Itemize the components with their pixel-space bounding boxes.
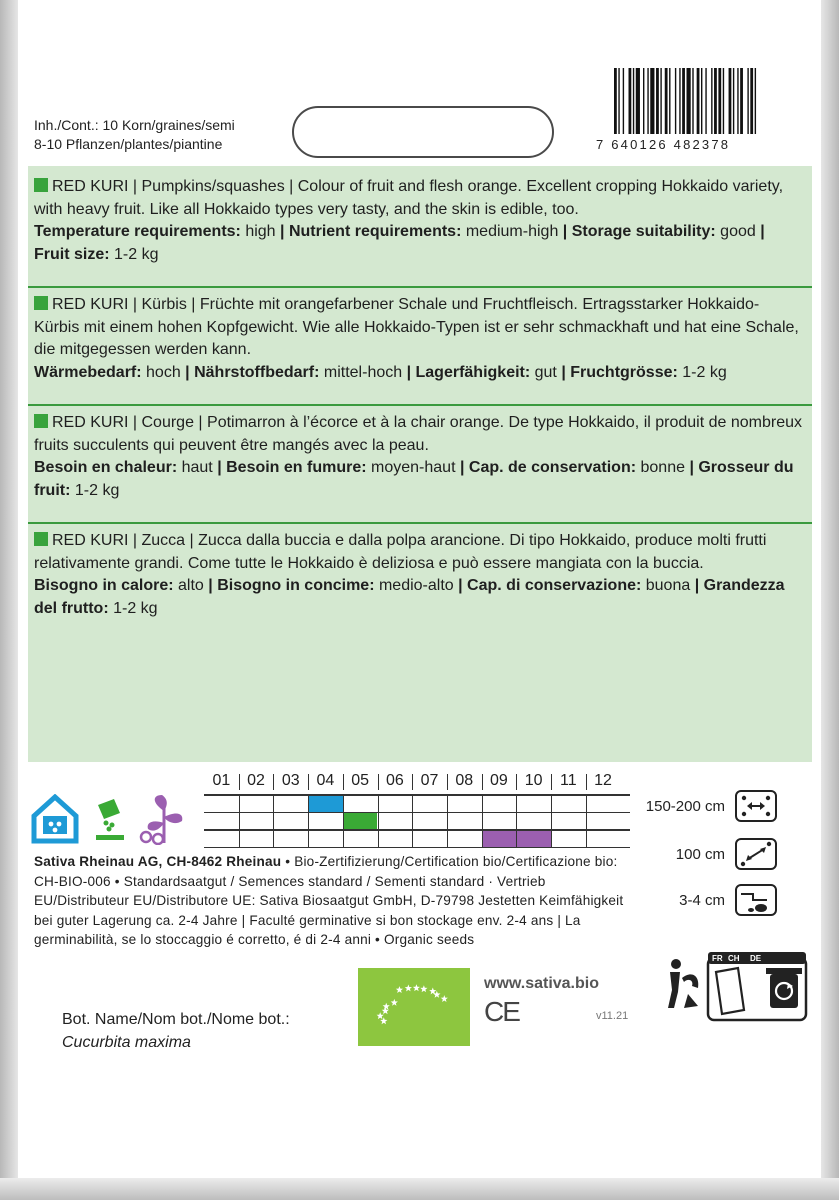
spec-key: | Fruchtgrösse: (561, 363, 678, 381)
hang-hole (292, 106, 554, 158)
month-separator (551, 774, 552, 790)
ce-mark: CE (484, 996, 519, 1027)
spec-value: hoch (141, 363, 186, 381)
spec-value: buona (641, 577, 695, 594)
month-separator (378, 774, 379, 790)
sowing-depth (627, 884, 777, 916)
section-lead (34, 412, 804, 457)
spec-value: 1-2 kg (70, 481, 120, 499)
section-lead (34, 530, 804, 575)
month-label: 04 (316, 772, 335, 789)
spec-value: high (240, 223, 281, 240)
calendar-col-line (378, 794, 379, 847)
recycle-bin-icon (766, 968, 802, 1008)
calendar-col-line (516, 794, 517, 847)
spec-key: | Grandezza del frutto: (34, 577, 785, 617)
spec-key: Bisogno in calore: (34, 577, 174, 594)
month-separator (412, 774, 413, 790)
spec-value: good (715, 223, 761, 240)
month-separator (308, 774, 309, 790)
description-section (34, 530, 804, 620)
calendar-period-greenhouse (309, 795, 343, 812)
month-label: 11 (560, 772, 577, 789)
sowing-icon (92, 797, 128, 841)
contents-info (34, 116, 235, 154)
section-lead (34, 176, 804, 221)
barcode-number: 7 640126 482378 (596, 137, 731, 152)
month-separator (343, 774, 344, 790)
spec-key: | Besoin en fumure: (217, 459, 367, 476)
website-link[interactable]: www.sativa.bio (484, 975, 599, 992)
calendar-row-line (204, 829, 630, 831)
section-lead (34, 294, 804, 362)
month-label: 03 (281, 772, 300, 789)
recycle-tag-fr: FR (712, 954, 723, 963)
description-section (34, 294, 804, 384)
spec-value: medio-alto (374, 577, 459, 594)
calendar-col-line (551, 794, 552, 847)
contents-line-plants: 8-10 Pflanzen/plantes/piantine (34, 136, 223, 152)
section-lead-text: RED KURI | Pumpkins/squashes | Colour of fruit and flesh orange. Excellent cropping Hokkaido variety, with heavy fruit. Like all Hokkaido types very tasty, and the skin is edible, too. (34, 178, 784, 218)
botanical-name (62, 1008, 290, 1054)
row-spacing-label: 150-200 cm (645, 798, 725, 815)
calendar-col-line (412, 794, 413, 847)
packet-edge-right (821, 0, 839, 1200)
section-lead-text: RED KURI | Kürbis | Früchte mit orangefarbener Schale und Fruchtfleisch. Ertragsstarker Hokkaido-Kürbis mit einem hohen Kopfgewicht. Wie alle Hokkaido-Typen ist er sehr schmackhaft und hat eine Schale, die mitgegessen werden kann. (34, 296, 799, 358)
spec-key: | Cap. de conservation: (459, 459, 637, 476)
month-label: 06 (385, 772, 404, 789)
spec-value: alto (173, 577, 209, 594)
calendar-col-line (273, 794, 274, 847)
green-square-icon (34, 296, 48, 310)
month-label: 02 (247, 772, 265, 789)
eu-organic-logo (358, 968, 470, 1046)
spec-value: gut (530, 363, 562, 381)
section-divider (28, 404, 812, 406)
section-specs (34, 221, 804, 266)
description-section (34, 176, 804, 266)
calendar-period-harvest (517, 830, 551, 847)
section-specs (34, 575, 804, 620)
company-certification-text (34, 852, 634, 950)
spec-value: 1-2 kg (109, 245, 159, 263)
packet-outline-icon (716, 968, 744, 1014)
spec-key: Temperature requirements: (34, 223, 241, 240)
spec-key: | Bisogno in concime: (208, 577, 375, 594)
spec-key: | Storage suitability: (562, 223, 716, 240)
spec-key: | Nährstoffbedarf: (185, 363, 320, 381)
calendar-col-line (239, 794, 240, 847)
calendar-col-line (586, 794, 587, 847)
section-divider (28, 286, 812, 288)
packet-edge-left (0, 0, 18, 1200)
month-separator (482, 774, 483, 790)
calendar-col-line (482, 794, 483, 847)
green-square-icon (34, 178, 48, 192)
spec-key: | Nutrient requirements: (280, 223, 462, 240)
recycle-tag-de: DE (750, 954, 762, 963)
section-lead-text: RED KURI | Courge | Potimarron à l’écorce et à la chair orange. De type Hokkaido, il produit de nombreux fruits succulents qui peuvent être mangés avec la peau. (34, 414, 802, 454)
calendar-col-line (308, 794, 309, 847)
month-label: 08 (455, 772, 474, 789)
botanical-name-value: Cucurbita maxima (62, 1034, 191, 1051)
section-specs (34, 362, 804, 385)
month-label: 10 (524, 772, 543, 789)
sowing-depth-label: 3-4 cm (679, 892, 725, 909)
spec-value: moyen-haut (366, 459, 460, 476)
section-lead-text: RED KURI | Zucca | Zucca dalla buccia e dalla polpa arancione. Di tipo Hokkaido, produce molti frutti relativamente grandi. Come tutte le Hokkaido è deliziosa e può essere mangiata con la buccia. (34, 532, 767, 572)
plant-spacing (627, 838, 777, 870)
calendar-row-line (204, 794, 630, 796)
month-label: 07 (420, 772, 439, 789)
calendar-col-line (447, 794, 448, 847)
botanical-name-label: Bot. Name/Nom bot./Nome bot.: (62, 1011, 290, 1028)
calendar-row-line (204, 847, 630, 849)
recycle-tag-ch: CH (728, 954, 740, 963)
section-divider (28, 522, 812, 524)
spec-key: | Grosseur du fruit: (34, 459, 794, 499)
certification-details: • Bio-Zertifizierung/Certification bio/Certificazione bio: CH-BIO-006 • Standardsaatgut / Semences standard / Sementi standard · Vertrieb EU/Distributeur EU/Distributore UE: Sativa Biosaatgut GmbH, D-79798 Jestetten Keimfähigkeit bei guter Lagerung ca. 2-4 Jahre | Faculté germinative si bon stockage env. 2-4 ans | La germinabilità, se lo stoccaggio é corretto, é di 2-4 anni • Organic seeds (34, 854, 624, 948)
spec-value: 1-2 kg (108, 599, 158, 617)
tidyman-icon (668, 959, 698, 1008)
row-spacing (627, 790, 777, 822)
sowing-depth-icon (735, 884, 777, 916)
calendar-col-line (343, 794, 344, 847)
spec-key: | Lagerfähigkeit: (406, 363, 531, 381)
calendar-row-line (204, 812, 630, 814)
spec-key: | Cap. di conservazione: (458, 577, 642, 594)
spec-key: | Fruit size: (34, 223, 765, 263)
month-separator (239, 774, 240, 790)
month-label: 01 (212, 772, 231, 789)
spec-value: mittel-hoch (319, 363, 407, 381)
month-label: 12 (594, 772, 612, 789)
harvest-icon (138, 793, 190, 845)
green-square-icon (34, 414, 48, 428)
month-separator (586, 774, 587, 790)
calendar-period-sowing (344, 813, 378, 830)
month-separator (516, 774, 517, 790)
spec-key: Besoin en chaleur: (34, 459, 178, 476)
spec-value: haut (177, 459, 218, 476)
barcode (612, 68, 812, 138)
spec-value: medium-high (461, 223, 563, 240)
greenhouse-icon (30, 794, 80, 844)
green-square-icon (34, 532, 48, 546)
month-separator (447, 774, 448, 790)
plant-spacing-label: 100 cm (675, 846, 725, 863)
company-name: Sativa Rheinau AG, CH-8462 Rheinau (34, 854, 282, 869)
contents-line-seeds: Inh./Cont.: 10 Korn/graines/semi (34, 117, 235, 133)
spec-value: 1-2 kg (677, 363, 727, 381)
description-section (34, 412, 804, 502)
month-label: 05 (351, 772, 370, 789)
spec-value: bonne (636, 459, 690, 476)
spec-key: Wärmebedarf: (34, 363, 142, 381)
section-specs (34, 457, 804, 502)
packet-edge-bottom (0, 1178, 839, 1200)
recycling-info (652, 950, 812, 1024)
version-number: v11.21 (596, 1010, 629, 1022)
plant-spacing-icon (735, 838, 777, 870)
row-spacing-icon (735, 790, 777, 822)
month-separator (273, 774, 274, 790)
month-label: 09 (490, 772, 508, 789)
calendar-period-harvest (483, 830, 517, 847)
